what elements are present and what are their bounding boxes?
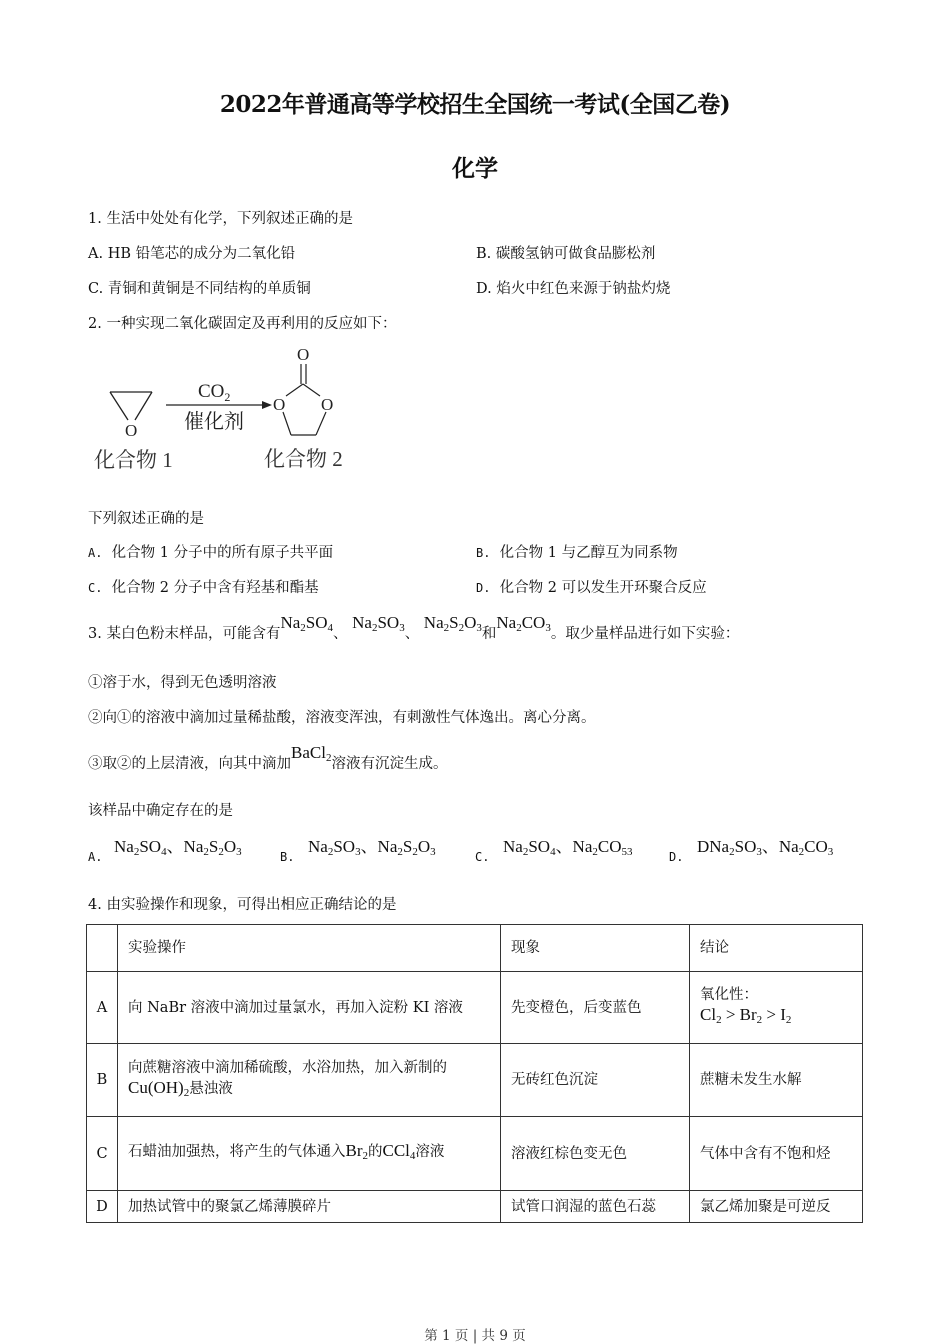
row-conclusion: 蔗糖未发生水解 [690, 1044, 863, 1117]
reaction-arrow [166, 381, 272, 433]
svg-text:O: O [273, 395, 286, 414]
row-phenomenon: 先变橙色，后变蓝色 [501, 972, 690, 1044]
formula-cuoh2: $Cu(OH)_2$ [128, 1077, 190, 1099]
svg-text:O: O [125, 421, 138, 440]
row-key: B [87, 1044, 118, 1117]
formula-ccl4: CCl$_4$ [382, 1141, 416, 1162]
header-operation: 实验操作 [118, 925, 501, 972]
q3-option-d: D. [669, 850, 684, 864]
row-phenomenon: 试管口润湿的蓝色石蕊 [501, 1191, 690, 1223]
formula-na2so4: $Na_2SO_4$ [280, 613, 334, 634]
oxidizing-order-formula: $Cl_2 > Br_2 > I_2$ [700, 1005, 792, 1026]
header-key [87, 925, 118, 972]
reaction-diagram [88, 340, 378, 480]
table-header-row [87, 925, 863, 972]
table-row [87, 1191, 863, 1223]
subject-title: 化学 [452, 155, 498, 182]
row-operation: 向 NaBr 溶液中滴加过量氯水，再加入淀粉 KI 溶液 [118, 972, 501, 1044]
row-phenomenon: 无砖红色沉淀 [501, 1044, 690, 1117]
q3-option-b: B. [280, 850, 295, 864]
ethylene-carbonate-structure [273, 345, 333, 435]
row-operation: 加热试管中的聚氯乙烯薄膜碎片 [118, 1191, 501, 1223]
table-row [87, 1044, 863, 1117]
q3-option-a: A. [88, 850, 103, 864]
svg-text:CO2: $CO_2$ [198, 381, 231, 404]
compound-1-label: 化合物 1 [94, 448, 173, 472]
svg-text:催化剂: 催化剂 [184, 411, 244, 433]
table-row [87, 972, 863, 1044]
formula-br2: $Br_2$ [345, 1141, 368, 1162]
q3-option-d-formula: $DNa_2SO_3$、$Na_2CO_3$ [697, 837, 834, 858]
exam-title: 2022年普通高等学校招生全国统一考试(全国乙卷) [219, 91, 731, 118]
row-conclusion: 氯乙烯加聚是可逆反 [690, 1191, 863, 1223]
row-conclusion: 气体中含有不饱和烃 [690, 1117, 863, 1191]
q3-step-1: ①溶于水，得到无色透明溶液 [88, 675, 277, 691]
q1-option-a: A. HB 铅笔芯的成分为二氧化铅 [88, 246, 296, 262]
page-footer: 第 1 页 | 共 9 页 [424, 1328, 526, 1344]
row-key: A [87, 972, 118, 1044]
q2-option-d: D. 化合物 2 可以发生开环聚合反应 [476, 580, 707, 596]
q2-option-b: B. 化合物 1 与乙醇互为同系物 [476, 545, 678, 561]
svg-text:O: O [297, 345, 310, 364]
row-operation: 石蜡油加强热，将产生的气体通入$Br_2$的CCl$_4$溶液 [118, 1117, 501, 1191]
q2-stem: 2. 一种实现二氧化碳固定及再利用的反应如下： [88, 316, 397, 332]
formula-na2so3: $Na_2SO_3$ [352, 613, 405, 634]
q3-step-2: ②向①的溶液中滴加过量稀盐酸，溶液变浑浊，有刺激性气体逸出。离心分离。 [88, 710, 596, 726]
q1-option-c: C. 青铜和黄铜是不同结构的单质铜 [88, 281, 311, 297]
formula-na2co3: $Na_2CO_3$ [496, 613, 551, 634]
q3-stem: 3. 某白色粉末样品，可能含有$Na_2SO_4$、 $Na_2SO_3$、 $Na_2S_2O_3$和$Na_2CO_3$。取少量样品进行如下实验： [88, 613, 740, 642]
q3-option-c: C. [475, 850, 490, 864]
compound-2-label: 化合物 2 [264, 447, 343, 471]
reaction-scheme-svg [88, 340, 378, 480]
row-key: D [87, 1191, 118, 1223]
q3-option-b-formula: $Na_2SO_3$、$Na_2S_2O_3$ [308, 837, 436, 858]
q2-prompt: 下列叙述正确的是 [88, 511, 204, 527]
q4-stem: 4. 由实验操作和现象，可得出相应正确结论的是 [88, 897, 397, 913]
q3-step-3: ③取②的上层清液，向其中滴加BaCl$_2$溶液有沉淀生成。 [88, 743, 448, 772]
row-conclusion: 氧化性： $Cl_2 > Br_2 > I_2$ [690, 972, 863, 1044]
q3-prompt: 该样品中确定存在的是 [88, 803, 233, 819]
header-conclusion: 结论 [690, 925, 863, 972]
formula-bacl2: BaCl$_2$ [291, 743, 332, 764]
q1-option-d: D. 焰火中红色来源于钠盐灼烧 [476, 281, 671, 297]
svg-text:O: O [321, 395, 334, 414]
q2-option-a: A. 化合物 1 分子中的所有原子共平面 [88, 545, 334, 561]
q3-option-a-formula: $Na_2SO_4$、$Na_2S_2O_3$ [114, 837, 242, 858]
q3-option-c-formula: $Na_2SO_4$、$Na_2CO_{53}$ [503, 837, 633, 858]
epoxide-structure [110, 392, 152, 440]
q1-stem: 1. 生活中处处有化学，下列叙述正确的是 [88, 211, 353, 227]
q2-option-c: C. 化合物 2 分子中含有羟基和酯基 [88, 580, 319, 596]
q1-option-b: B. 碳酸氢钠可做食品膨松剂 [476, 246, 656, 262]
row-key: C [87, 1117, 118, 1191]
row-operation: 向蔗糖溶液中滴加稀硫酸，水浴加热，加入新制的$Cu(OH)_2$悬浊液 [118, 1044, 501, 1117]
table-row [87, 1117, 863, 1191]
formula-na2s2o3: $Na_2S_2O_3$ [423, 613, 482, 634]
row-phenomenon: 溶液红棕色变无色 [501, 1117, 690, 1191]
experiment-table [86, 924, 863, 1223]
header-phenomenon: 现象 [501, 925, 690, 972]
